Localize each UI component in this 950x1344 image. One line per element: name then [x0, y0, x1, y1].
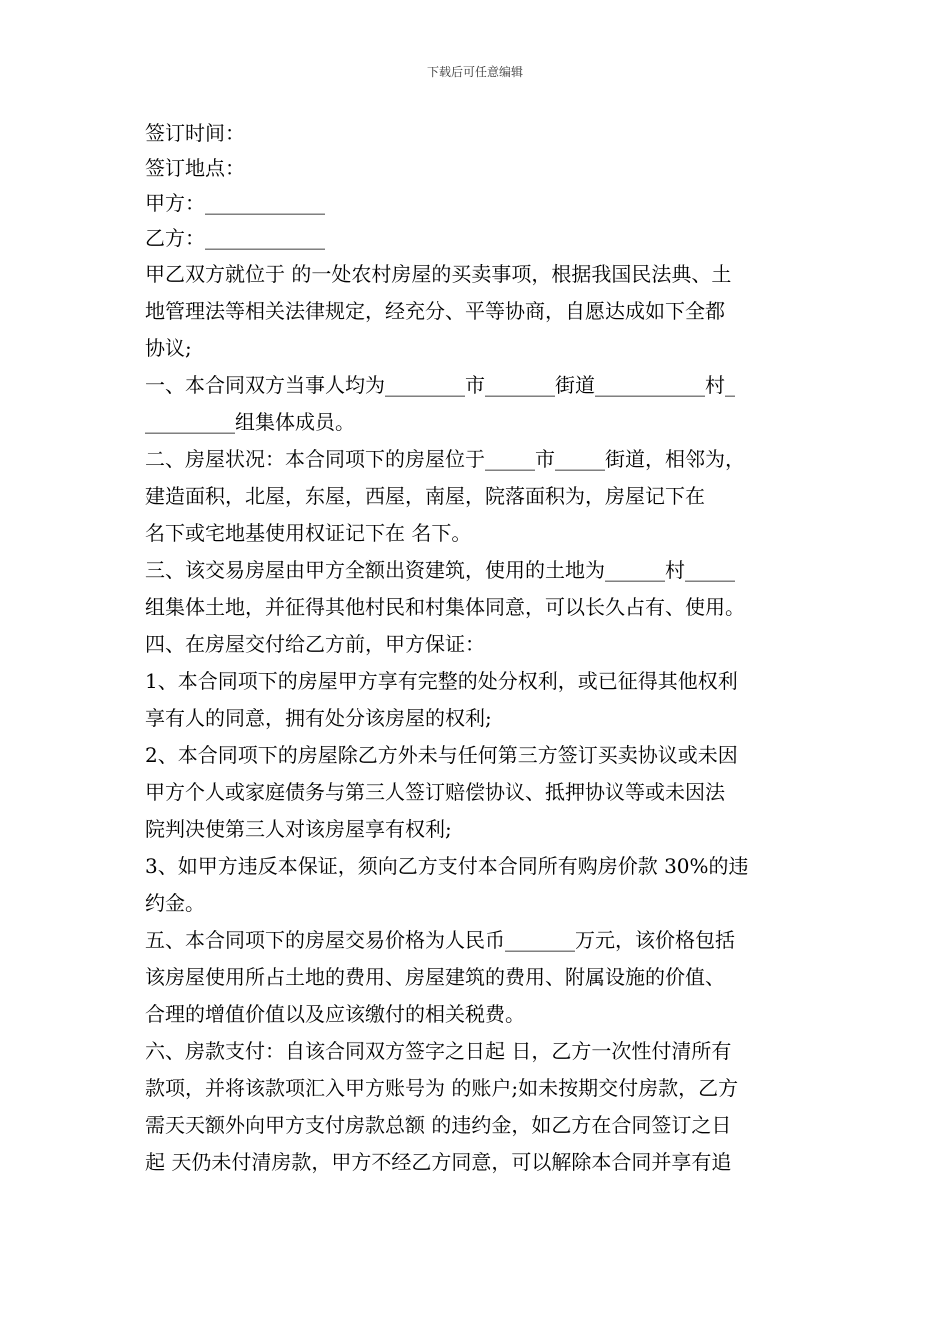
page-header: 下载后可任意编辑 — [426, 65, 523, 79]
text-line: 签订地点： — [145, 156, 245, 180]
text-line: 乙方：____________ — [145, 226, 325, 250]
text-line: 起 天仍未付清房款，甲方不经乙方同意，可以解除本合同并享有追 — [145, 1150, 732, 1174]
text-line: 协议; — [145, 336, 192, 360]
text-line: 三、该交易房屋由甲方全额出资建筑，使用的土地为______村_____ — [145, 558, 735, 582]
text-line: 甲乙双方就位于 的一处农村房屋的买卖事项，根据我国民法典、土 — [145, 262, 732, 286]
text-line: 地管理法等相关法律规定，经充分、平等协商，自愿达成如下全都 — [145, 299, 725, 323]
text-line: 签订时间： — [145, 121, 245, 145]
text-line: 五、本合同项下的房屋交易价格为人民币_______万元，该价格包括 — [145, 928, 735, 952]
document-body — [145, 116, 810, 1181]
text-line: 款项，并将该款项汇入甲方账号为 的账户;如未按期交付房款，乙方 — [145, 1076, 739, 1100]
text-line: 一、本合同双方当事人均为________市_______街道___________村_ — [145, 373, 735, 397]
text-line: 二、房屋状况：本合同项下的房屋位于_____市_____街道，相邻为， — [145, 447, 745, 471]
text-line: 享有人的同意，拥有处分该房屋的权利; — [145, 706, 492, 730]
text-line: 四、在房屋交付给乙方前，甲方保证： — [145, 632, 485, 656]
text-line: _________组集体成员。 — [145, 410, 355, 434]
text-line: 1、本合同项下的房屋甲方享有完整的处分权利，或已征得其他权利 — [145, 669, 738, 693]
text-line: 需天天额外向甲方支付房款总额 的违约金，如乙方在合同签订之日 — [145, 1113, 732, 1137]
text-line: 该房屋使用所占土地的费用、房屋建筑的费用、附属设施的价值、 — [145, 965, 725, 989]
text-line: 约金。 — [145, 891, 205, 915]
text-line: 建造面积，北屋，东屋，西屋，南屋，院落面积为，房屋记下在 — [145, 484, 705, 508]
text-line: 合理的增值价值以及应该缴付的相关税费。 — [145, 1002, 525, 1026]
text-line: 组集体土地，并征得其他村民和村集体同意，可以长久占有、使用。 — [145, 595, 745, 619]
text-line: 六、房款支付：自该合同双方签字之日起 日，乙方一次性付清所有 — [145, 1039, 732, 1063]
text-line: 甲方个人或家庭债务与第三人签订赔偿协议、抵押协议等或未因法 — [145, 780, 725, 804]
text-line: 2、本合同项下的房屋除乙方外未与任何第三方签订买卖协议或未因 — [145, 743, 738, 767]
text-line: 3、如甲方违反本保证，须向乙方支付本合同所有购房价款 30%的违 — [145, 854, 749, 878]
text-line: 名下或宅地基使用权证记下在 名下。 — [145, 521, 472, 545]
text-line: 院判决使第三人对该房屋享有权利; — [145, 817, 452, 841]
text-line: 甲方：____________ — [145, 191, 325, 215]
